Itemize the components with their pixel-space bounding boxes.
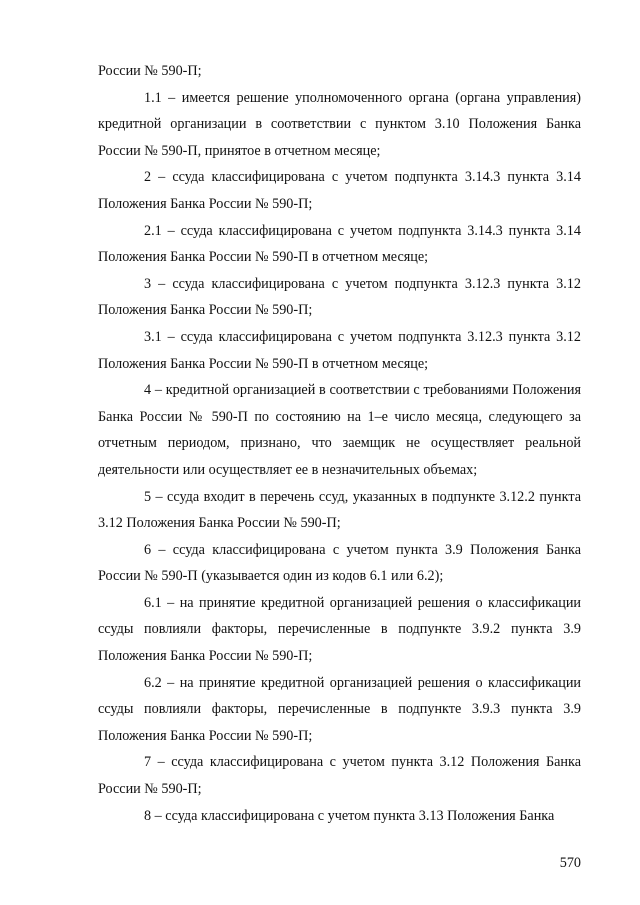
- paragraph-code-1-1: 1.1 – имеется решение уполномоченного органа (органа управления) кредитной организации в соответствии с пунктом 3.10 Положения Банка России № 590-П, принятое в отчетном месяце;: [98, 89, 581, 159]
- paragraph-continuation: России № 590-П;: [98, 63, 202, 79]
- paragraph-code-4: 4 – кредитной организацией в соответствии с требованиями Положения Банка России № 590-П по состоянию на 1–е число месяца, следующего за отчетным периодом, признано, что заемщик не осуществляет реальной деятельности или осуществляет ее в незначительных объемах;: [98, 382, 581, 478]
- paragraph-code-8: 8 – ссуда классифицирована с учетом пункта 3.13 Положения Банка: [144, 807, 555, 824]
- paragraph-code-5: 5 – ссуда входит в перечень ссуд, указанных в подпункте 3.12.2 пункта 3.12 Положения Банка России № 590-П;: [98, 488, 581, 532]
- paragraph-code-3: 3 – ссуда классифицирована с учетом подпункта 3.12.3 пункта 3.12 Положения Банка России № 590-П;: [98, 275, 581, 319]
- paragraph-code-6-2: 6.2 – на принятие кредитной организацией решения о классификации ссуды повлияли факторы, перечисленные в подпункте 3.9.3 пункта 3.9 Положения Банка России № 590-П;: [98, 674, 581, 744]
- paragraph-code-6-1: 6.1 – на принятие кредитной организацией решения о классификации ссуды повлияли факторы, перечисленные в подпункте 3.9.2 пункта 3.9 Положения Банка России № 590-П;: [98, 594, 581, 665]
- page-number: 570: [559, 855, 581, 871]
- paragraph-code-7: 7 – ссуда классифицирована с учетом пункта 3.12 Положения Банка России № 590-П;: [98, 754, 581, 798]
- page-body: [98, 58, 581, 829]
- paragraph-code-3-1: 3.1 – ссуда классифицирована с учетом подпункта 3.12.3 пункта 3.12 Положения Банка России № 590-П в отчетном месяце;: [98, 328, 581, 372]
- paragraph-code-2: 2 – ссуда классифицирована с учетом подпункта 3.14.3 пункта 3.14 Положения Банка России № 590-П;: [98, 169, 581, 212]
- paragraph-code-6: 6 – ссуда классифицирована с учетом пункта 3.9 Положения Банка России № 590-П (указывается один из кодов 6.1 или 6.2);: [98, 541, 581, 585]
- paragraph-code-2-1: 2.1 – ссуда классифицирована с учетом подпункта 3.14.3 пункта 3.14 Положения Банка России № 590-П в отчетном месяце;: [98, 222, 581, 266]
